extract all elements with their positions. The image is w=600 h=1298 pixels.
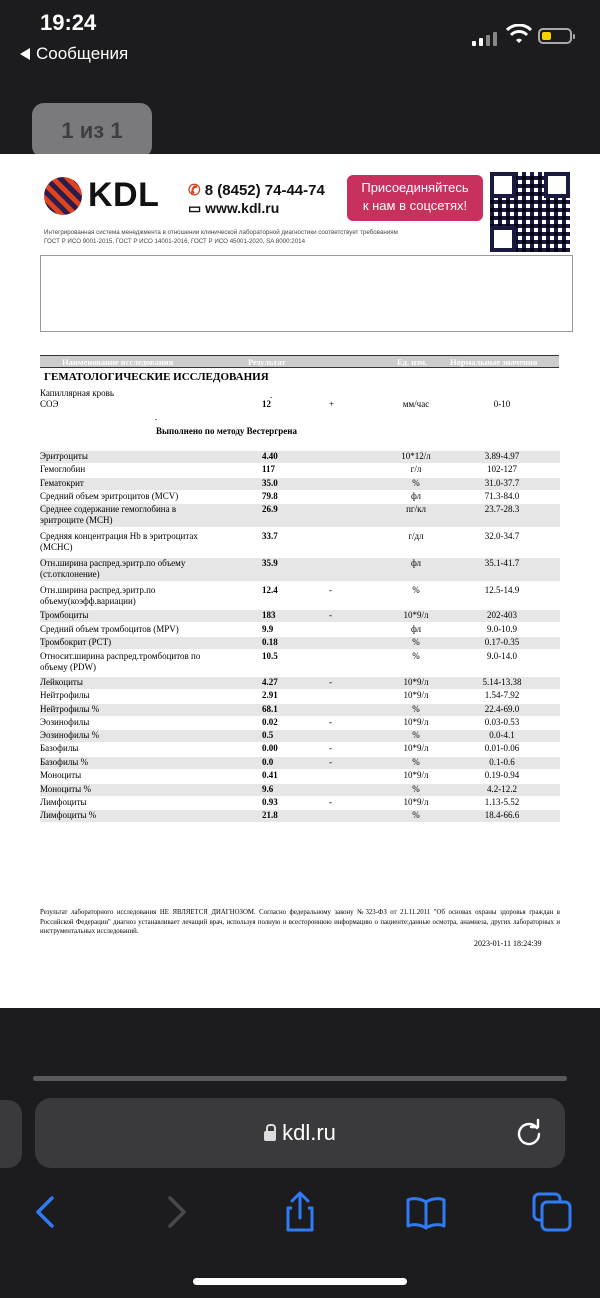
flag-mark: - xyxy=(329,743,332,753)
unit: % xyxy=(412,637,420,647)
result-value: 0.00 xyxy=(262,743,278,753)
lab-phone: ✆ 8 (8452) 74-44-74 xyxy=(188,182,325,199)
lock-icon xyxy=(264,1131,276,1141)
reference-range: 0.01-0.06 xyxy=(484,743,520,753)
test-name: Нейтрофилы % xyxy=(40,704,100,714)
test-name: Тромбокрит (PCT) xyxy=(40,637,112,647)
reference-range: 32.0-34.7 xyxy=(484,531,520,541)
result-value: 33.7 xyxy=(262,531,278,541)
result-value: 9.6 xyxy=(262,784,274,794)
battery-icon xyxy=(538,28,572,44)
kdl-logo: KDL xyxy=(44,176,159,215)
table-row xyxy=(40,491,560,503)
flag-mark: - xyxy=(329,717,332,727)
table-row xyxy=(40,810,560,822)
forward-nav-icon[interactable] xyxy=(154,1190,198,1234)
unit: % xyxy=(412,478,420,488)
test-name: Базофилы % xyxy=(40,757,89,767)
test-name: Отн.ширина распред.эритр.по объему(коэфф.вариации) xyxy=(40,585,156,606)
table-row xyxy=(40,730,560,742)
result-value: 68.1 xyxy=(262,704,278,714)
table-row xyxy=(40,610,560,622)
test-name: Гематокрит xyxy=(40,478,84,488)
table-row xyxy=(40,585,560,608)
table-row xyxy=(40,624,560,636)
flag-mark: - xyxy=(329,610,332,620)
reference-range: 5.14-13.38 xyxy=(482,677,522,687)
test-name: Средняя концентрация Hb в эритроцитах (МСНС) xyxy=(40,531,198,552)
tabs-icon[interactable] xyxy=(530,1190,574,1234)
result-value: 21.8 xyxy=(262,810,278,820)
unit: фл xyxy=(410,491,422,501)
test-name: Отн.ширина распред.эритр.по объему (ст.отклонение) xyxy=(40,558,186,579)
result-value: 0.02 xyxy=(262,717,278,727)
flag-mark: - xyxy=(329,797,332,807)
reference-range: 9.0-10.9 xyxy=(487,624,517,634)
unit: г/л xyxy=(410,464,422,474)
reference-range: 0.17-0.35 xyxy=(484,637,520,647)
reference-range: 3.89-4.97 xyxy=(484,451,520,461)
unit: % xyxy=(412,585,420,595)
result-value: 117 xyxy=(262,464,276,474)
test-name: Тромбоциты xyxy=(40,610,89,620)
unit: % xyxy=(412,810,420,820)
home-indicator[interactable] xyxy=(193,1278,407,1285)
test-name: Лейкоциты xyxy=(40,677,83,687)
test-name: Средний объем эритроцитов (MCV) xyxy=(40,491,179,501)
reference-range: 1.13-5.52 xyxy=(484,797,520,807)
unit: пг/кл xyxy=(406,504,426,514)
result-value: 35.9 xyxy=(262,558,278,568)
table-row xyxy=(40,690,560,702)
test-name: Эритроциты xyxy=(40,451,88,461)
monitor-icon: ▭ xyxy=(188,200,206,216)
flag-mark: - xyxy=(329,757,332,767)
result-value: 0.18 xyxy=(262,637,278,647)
reference-range: 9.0-14.0 xyxy=(487,651,517,661)
unit: % xyxy=(412,651,420,661)
table-row xyxy=(40,704,560,716)
table-row xyxy=(40,743,560,755)
table-row xyxy=(40,770,560,782)
table-row xyxy=(40,558,560,581)
reference-range: 0.19-0.94 xyxy=(484,770,520,780)
result-value: 2.91 xyxy=(262,690,278,700)
table-row xyxy=(40,451,560,463)
table-row xyxy=(40,784,560,796)
table-row xyxy=(40,651,560,674)
reference-range: 1.54-7.92 xyxy=(484,690,520,700)
test-name: Относит.ширина распред.тромбоцитов по объему (PDW) xyxy=(40,651,201,672)
page-indicator: 1 из 1 xyxy=(32,103,152,158)
cellular-signal-icon xyxy=(472,30,497,46)
disclaimer: Результат лабораторного исследования НЕ ЯВЛЯЕТСЯ ДИАГНОЗОМ. Согласно федеральному закону №323-ФЗ от 21.11.2011 "Об основах охраны здоровья граждан в Российской Федерации" диагноз устанавливает лечащий врач, используя полную и всестороннюю информацию о пациенте:данные осмотра, анамнеза, других лабораторных и инструментальных исследований. xyxy=(40,909,560,935)
lab-website: ▭ www.kdl.ru xyxy=(188,200,280,216)
reference-range: 0.0-4.1 xyxy=(489,730,515,740)
test-name: Моноциты % xyxy=(40,784,91,794)
reference-range: 18.4-66.6 xyxy=(484,810,520,820)
result-value: 183 xyxy=(262,610,276,620)
wifi-icon xyxy=(506,24,532,46)
unit: % xyxy=(412,730,420,740)
unit: 10*9/л xyxy=(403,743,429,753)
unit: 10*9/л xyxy=(403,717,429,727)
reload-icon[interactable] xyxy=(514,1118,544,1148)
reference-range: 71.3-84.0 xyxy=(484,491,520,501)
back-to-messages-button[interactable] xyxy=(20,44,128,64)
result-value: 4.27 xyxy=(262,677,278,687)
sample-mark: . xyxy=(270,390,273,400)
status-time: 19:24 xyxy=(40,10,97,35)
flag-mark: - xyxy=(329,585,332,595)
unit: 10*9/л xyxy=(403,690,429,700)
results-table-header: Наименование исследования Результат Ед. изм. Нормальные значения xyxy=(40,355,559,368)
table-row xyxy=(40,464,560,476)
phone-icon: ✆ xyxy=(188,182,205,199)
back-label: Сообщения xyxy=(36,44,129,63)
reference-range: 12.5-14.9 xyxy=(484,585,520,595)
test-name: Средний объем тромбоцитов (MPV) xyxy=(40,624,179,634)
result-value: 4.40 xyxy=(262,451,278,461)
reference-range: 0.1-0.6 xyxy=(489,757,515,767)
reference-range: 35.1-41.7 xyxy=(484,558,520,568)
test-name: Гемоглобин xyxy=(40,464,86,474)
reference-range: 31.0-37.7 xyxy=(484,478,520,488)
reference-range: 102-127 xyxy=(487,464,517,474)
table-row xyxy=(40,797,560,809)
reference-range: 202-403 xyxy=(487,610,517,620)
table-row xyxy=(40,637,560,649)
result-value: 0.0 xyxy=(262,757,274,767)
result-value: 10.5 xyxy=(262,651,278,661)
social-promo-badge: Присоединяйтесь к нам в соцсетях! xyxy=(347,175,483,221)
result-value: 0.93 xyxy=(262,797,278,807)
share-icon[interactable] xyxy=(278,1190,322,1234)
reference-range: 23.7-28.3 xyxy=(484,504,520,514)
reference-range: 4.2-12.2 xyxy=(487,784,517,794)
back-nav-icon[interactable] xyxy=(24,1190,68,1234)
table-row xyxy=(40,677,560,689)
address-bar[interactable] xyxy=(35,1098,565,1168)
result-value: 26.9 xyxy=(262,504,278,514)
unit: % xyxy=(412,704,420,714)
result-value: 12.4 xyxy=(262,585,278,595)
result-value: 9.9 xyxy=(262,624,274,634)
method-note: Выполнено по методу Вестергрена xyxy=(156,426,297,436)
sample-type: Капиллярная кровь xyxy=(40,388,114,398)
test-name: Лимфоциты xyxy=(40,797,87,807)
test-name: Моноциты xyxy=(40,770,82,780)
reference-range: 0.03-0.53 xyxy=(484,717,520,727)
reference-range: 22.4-69.0 xyxy=(484,704,520,714)
bookmarks-icon[interactable] xyxy=(404,1190,448,1234)
section-title: ГЕМАТОЛОГИЧЕСКИЕ ИССЛЕДОВАНИЯ xyxy=(44,371,269,383)
unit: 10*9/л xyxy=(403,770,429,780)
patient-info-box: № направления: 1022393411 дата: 2023-01-11 ЛПУ: МО Саратов, Орджоникидзе ул., д.1 В: 3000 Адрес пациента: Фамилия: Бессчетнов Имя: Мирон Максимович Дата рождения: 2019-02-27 Пол: мужской xyxy=(40,255,573,332)
flag-mark: - xyxy=(329,677,332,687)
url-text: kdl.ru xyxy=(282,1120,336,1145)
result-value: 0.5 xyxy=(262,730,274,740)
table-row xyxy=(40,478,560,490)
unit: г/дл xyxy=(408,531,424,541)
test-name: Лимфоциты % xyxy=(40,810,97,820)
unit: 10*9/л xyxy=(403,677,429,687)
table-row xyxy=(40,531,560,554)
test-name: Эозинофилы xyxy=(40,717,90,727)
unit: 10*12/л xyxy=(401,451,431,461)
unit: % xyxy=(412,757,420,767)
previous-tab-peek[interactable] xyxy=(0,1100,22,1168)
unit: 10*9/л xyxy=(403,610,429,620)
certification-note: Интегрированная система менеджмента в отношении клинической лабораторной диагностики соответствует требованиям ГОСТ Р ИСО 9001-2015, ГОСТ Р ИСО 14001-2016, ГОСТ Р ИСО 45001-2020, SA 8000:2014 xyxy=(44,229,398,245)
qr-code xyxy=(490,172,570,252)
test-name: Нейтрофилы xyxy=(40,690,90,700)
test-name: Базофилы xyxy=(40,743,79,753)
report-timestamp: 2023-01-11 18:24:39 xyxy=(474,939,542,948)
method-mark: . xyxy=(155,412,158,422)
horizontal-scrollbar[interactable] xyxy=(33,1076,567,1081)
back-arrow-icon xyxy=(20,48,30,60)
test-name: Среднее содержание гемоглобина в эритроците (МСН) xyxy=(40,504,177,525)
result-value: 79.8 xyxy=(262,491,278,501)
unit: фл xyxy=(410,558,422,568)
unit: фл xyxy=(410,624,422,634)
unit: % xyxy=(412,784,420,794)
test-name: Эозинофилы % xyxy=(40,730,100,740)
table-row xyxy=(40,717,560,729)
unit: 10*9/л xyxy=(403,797,429,807)
kdl-logo-icon xyxy=(44,177,82,215)
result-value: 35.0 xyxy=(262,478,278,488)
result-value: 0.41 xyxy=(262,770,278,780)
table-row xyxy=(40,757,560,769)
table-row xyxy=(40,504,560,527)
